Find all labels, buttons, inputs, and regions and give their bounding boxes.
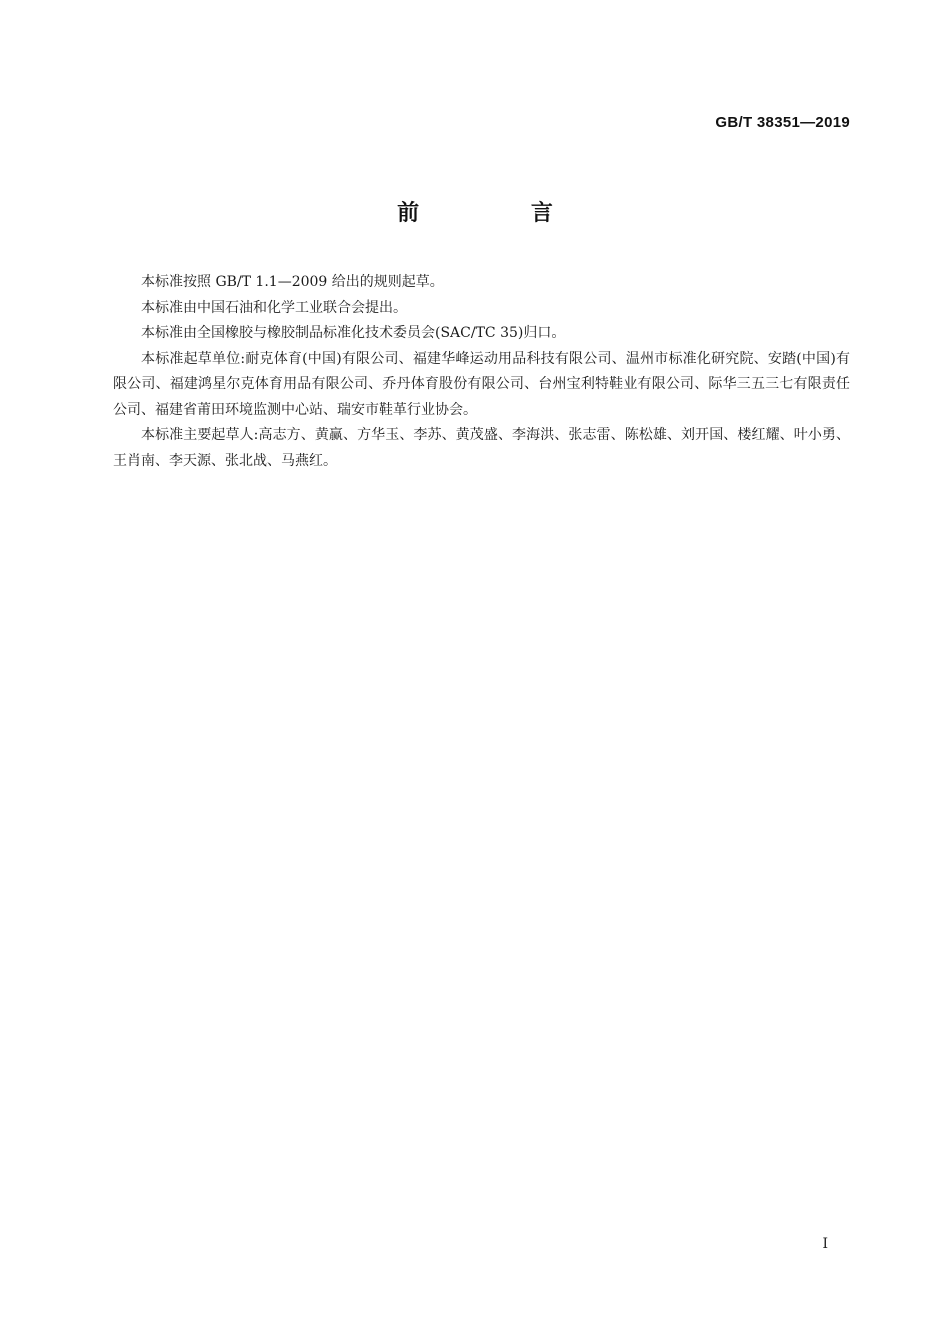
- paragraph-proposer: 本标准由中国石油和化学工业联合会提出。: [141, 299, 407, 316]
- paragraph-drafting-units: 本标准起草单位:耐克体育(中国)有限公司、福建华峰运动用品科技有限公司、温州市标准化研究院、安踏(中国)有限公司、福建鸿星尔克体育用品有限公司、乔丹体育股份有限公司、台州宝利特鞋业有限公司、际华三五三七有限责任公司、福建省莆田环境监测中心站、瑞安市鞋革行业协会。: [113, 350, 850, 418]
- paragraph-drafting-rules: 本标准按照 GB/T 1.1—2009 给出的规则起草。: [141, 274, 444, 290]
- page-number: I: [822, 1236, 828, 1252]
- paragraph-drafters: 本标准主要起草人:高志方、黄赢、方华玉、李苏、黄茂盛、李海洪、张志雷、陈松雄、刘开国、楼红耀、叶小勇、王肖南、李天源、张北战、马燕红。: [113, 427, 850, 469]
- page-title: 前 言: [397, 201, 605, 226]
- standard-code: GB/T 38351—2019: [715, 114, 850, 131]
- paragraph-committee: 本标准由全国橡胶与橡胶制品标准化技术委员会(SAC/TC 35)归口。: [141, 325, 566, 341]
- foreword-body: [113, 270, 850, 474]
